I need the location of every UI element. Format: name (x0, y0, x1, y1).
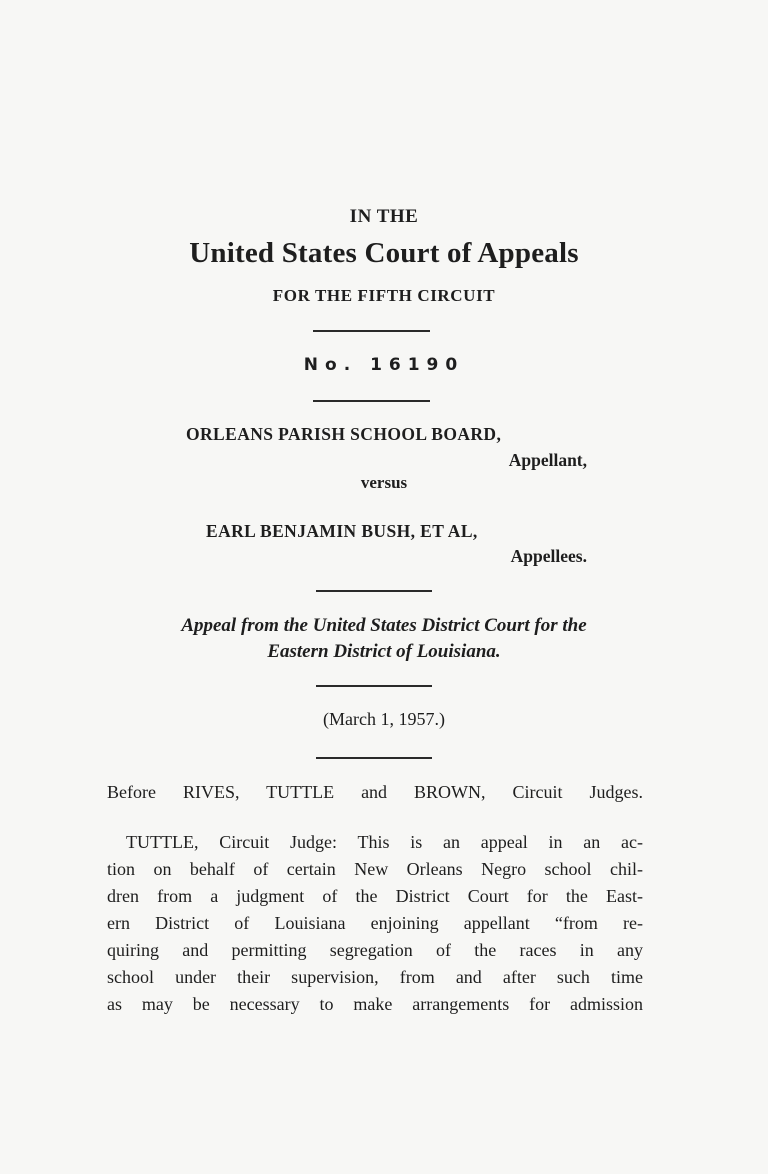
divider-rule (313, 330, 430, 332)
court-name: United States Court of Appeals (189, 237, 579, 269)
appellant-role: Appellant, (508, 450, 587, 470)
appellee-name: EARL BENJAMIN BUSH, ET AL, (206, 521, 478, 541)
before-judges: Before RIVES, TUTTLE and BROWN, Circuit Judges. (107, 782, 643, 802)
opinion-line: tion on behalf of certain New Orleans Negro school chil- (107, 859, 643, 879)
circuit-name: FOR THE FIFTH CIRCUIT (272, 286, 496, 305)
opinion-line: TUTTLE, Circuit Judge: This is an appeal in an ac- (126, 832, 643, 852)
appellee-role: Appellees. (510, 546, 587, 566)
divider-rule (313, 400, 430, 402)
in-the-heading: IN THE (349, 206, 419, 227)
versus-label: versus (360, 473, 408, 492)
opinion-line: as may be necessary to make arrangements for admission (107, 994, 643, 1014)
divider-rule (316, 757, 432, 759)
appellant-name: ORLEANS PARISH SCHOOL BOARD, (186, 424, 502, 444)
decision-date: (March 1, 1957.) (323, 709, 445, 729)
opinion-line: dren from a judgment of the District Court for the East- (107, 886, 643, 906)
opinion-line: quiring and permitting segregation of the races in any (107, 940, 643, 960)
appeal-from-line-2: Eastern District of Louisiana. (267, 641, 501, 662)
case-number: No. 16190 (303, 355, 465, 375)
appeal-from-line-1: Appeal from the United States District Court for the (181, 615, 587, 636)
appeal-from (0, 613, 768, 665)
divider-rule (316, 590, 432, 592)
opinion-line: school under their supervision, from and after such time (107, 967, 643, 987)
divider-rule (316, 685, 432, 687)
opinion-line: ern District of Louisiana enjoining appellant “from re- (107, 913, 643, 933)
